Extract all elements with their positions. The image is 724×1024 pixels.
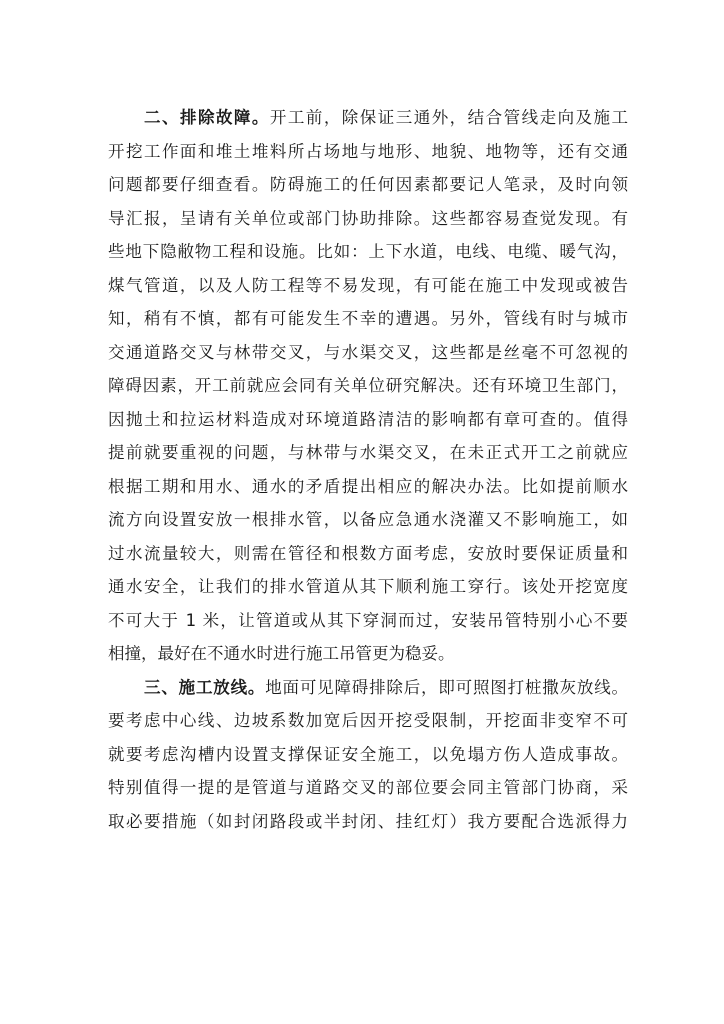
paragraph-line: 煤气管道，以及人防工程等不易发现，有可能在施工中发现或被告 xyxy=(108,275,628,295)
section-heading: 三、施工放线。 xyxy=(144,677,266,697)
paragraph-line: 不可大于 1 米，让管道或从其下穿洞而过，安装吊管特别小心不要 xyxy=(108,610,628,630)
paragraph-line xyxy=(108,671,628,705)
paragraph-line: 要考虑中心线、边坡系数加宽后因开挖受限制，开挖面非变窄不可 xyxy=(108,711,628,730)
paragraph-line: 开挖工作面和堆土堆料所占场地与地形、地貌、地物等，还有交通 xyxy=(108,141,628,161)
paragraph-line: 特别值得一提的是管道与道路交叉的部位要会同主管部门协商，采 xyxy=(108,778,628,797)
section-heading: 二、排除故障。 xyxy=(144,108,270,127)
paragraph-line: 就要考虑沟槽内设置支撑保证安全施工，以免塌方伤人造成事故。 xyxy=(108,744,628,764)
paragraph-line: 通水安全，让我们的排水管道从其下顺利施工穿行。该处开挖宽度 xyxy=(108,577,628,596)
paragraph-text: 地面可见障碍排除后，即可照图打桩撒灰放线。 xyxy=(265,677,629,697)
paragraph-line: 问题都要仔细查看。防碍施工的任何因素都要记人笔录，及时向领 xyxy=(108,175,628,194)
paragraph-line: 导汇报，呈请有关单位或部门协助排除。这些都容易查觉发现。有 xyxy=(108,208,628,228)
paragraph-line: 些地下隐敝物工程和设施。比如：上下水道，电线、电缆、暖气沟， xyxy=(108,242,628,261)
paragraph-line: 相撞，最好在不通水时进行施工吊管更为稳妥。 xyxy=(108,644,455,663)
paragraph-line: 知，稍有不慎，都有可能发生不幸的遭遇。另外，管线有时与城市 xyxy=(108,309,628,328)
paragraph-line: 过水流量较大，则需在管径和根数方面考虑，安放时要保证质量和 xyxy=(108,543,628,563)
paragraph-line: 因抛土和拉运材料造成对环境道路清洁的影响都有章可查的。值得 xyxy=(108,409,628,429)
paragraph-line: 提前就要重视的问题，与林带与水渠交叉，在未正式开工之前就应 xyxy=(108,443,628,462)
paragraph-text: 开工前，除保证三通外，结合管线走向及施工 xyxy=(269,108,629,127)
paragraph-line: 交通道路交叉与林带交叉，与水渠交叉，这些都是丝毫不可忽视的 xyxy=(108,342,628,362)
paragraph-line: 流方向设置安放一根排水管，以备应急通水浇灌又不影响施工，如 xyxy=(108,510,628,529)
paragraph-line: 根据工期和用水、通水的矛盾提出相应的解决办法。比如提前顺水 xyxy=(108,476,628,496)
paragraph-line: 障碍因素，开工前就应会同有关单位研究解决。还有环境卫生部门， xyxy=(108,376,628,395)
document-page xyxy=(108,101,628,838)
paragraph-line: 取必要措施（如封闭路段或半封闭、挂红灯）我方要配合选派得力 xyxy=(108,811,628,831)
paragraph-line xyxy=(108,101,628,135)
